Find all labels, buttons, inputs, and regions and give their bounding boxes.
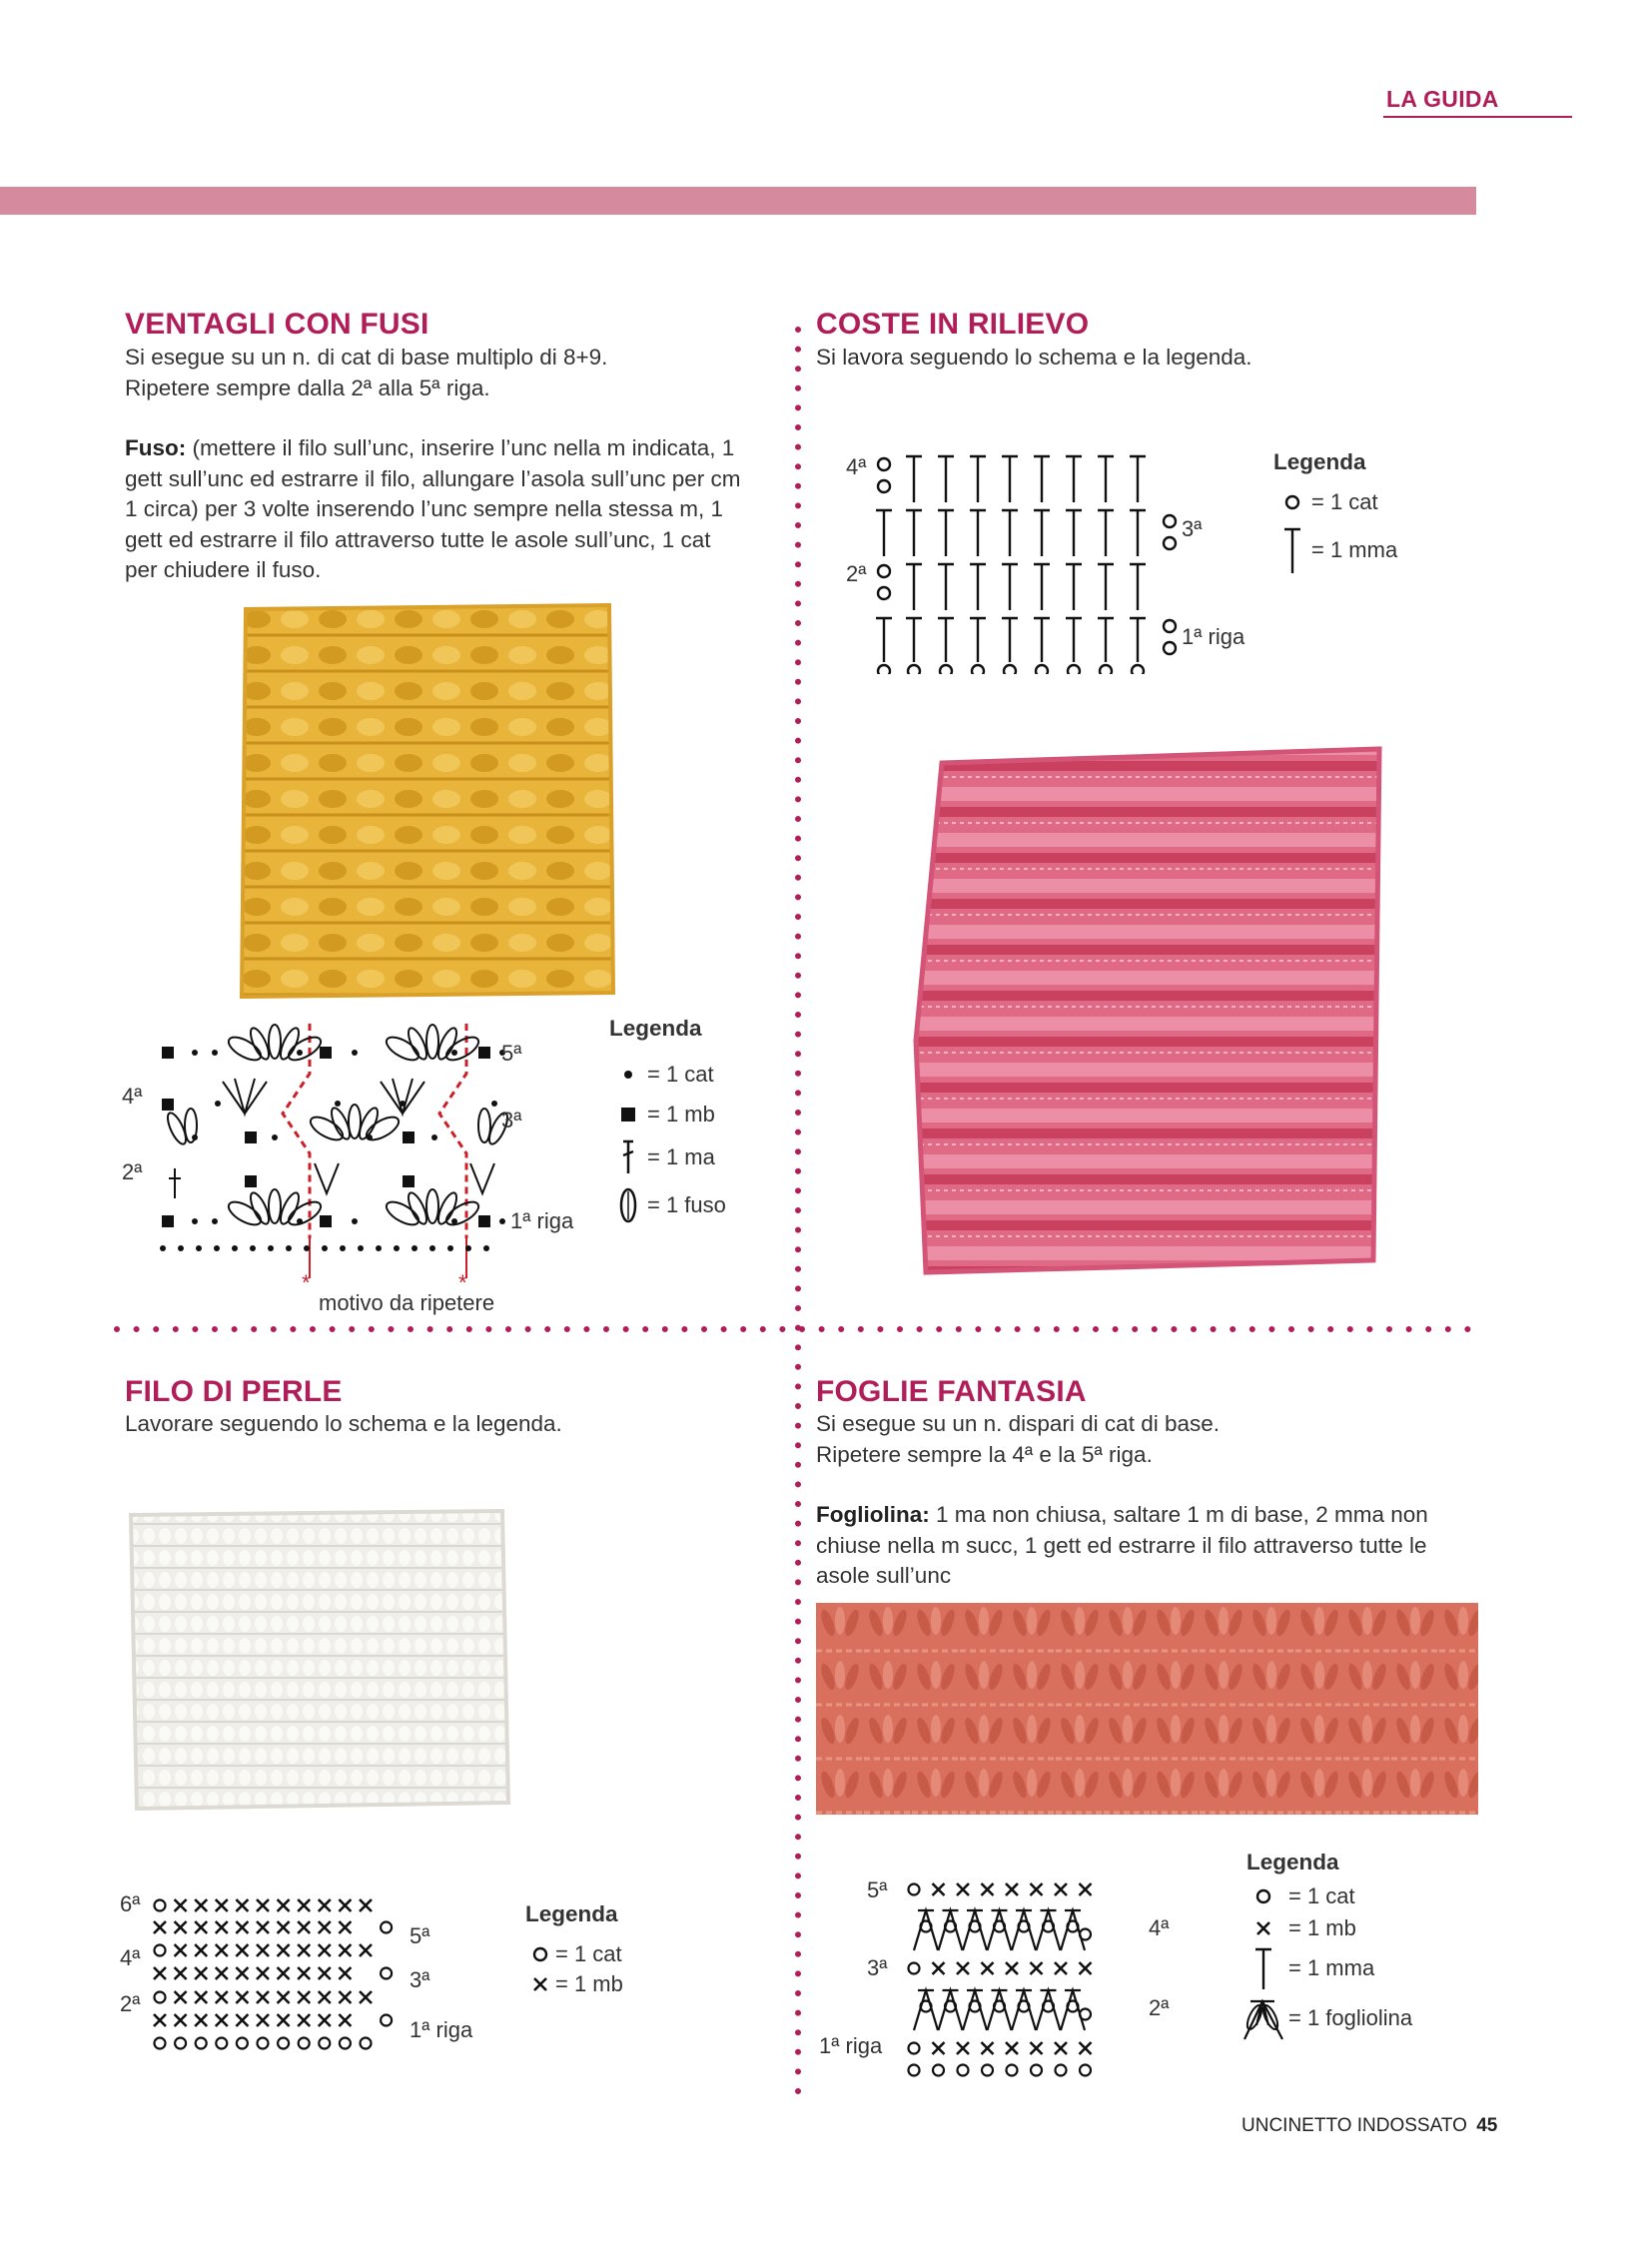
coste-chart bbox=[834, 444, 1253, 674]
ventagli-line2: Ripetere sempre dalla 2ª alla 5ª riga. bbox=[125, 374, 490, 400]
perle-title: FILO DI PERLE bbox=[125, 1375, 343, 1408]
coste-swatch-image bbox=[904, 741, 1403, 1280]
perle-row6-label: 6ª bbox=[120, 1891, 141, 1916]
square-icon bbox=[621, 1108, 635, 1121]
ventagli-repeat-note: motivo da ripetere bbox=[319, 1290, 495, 1315]
coste-legend-mma: = 1 mma bbox=[1273, 525, 1397, 575]
ventagli-fuso-line5: per chiudere il fuso. bbox=[125, 557, 322, 582]
half-double-crochet-icon bbox=[1283, 525, 1301, 575]
coste-legend bbox=[1273, 449, 1397, 575]
coste-row4-label: 4ª bbox=[846, 454, 867, 479]
chain-icon bbox=[531, 1945, 549, 1963]
page-number: 45 bbox=[1476, 2115, 1498, 2136]
ventagli-row1-label: 1ª riga bbox=[510, 1208, 574, 1233]
ventagli-fuso-line3: 1 circa) per 3 volte inserendo l’unc sempre nella stessa m, 1 bbox=[125, 496, 724, 521]
section-label: LA GUIDA bbox=[1386, 86, 1499, 112]
coste-row1-label: 1ª riga bbox=[1182, 624, 1245, 649]
ventagli-row4-label: 4ª bbox=[122, 1084, 143, 1109]
ventagli-row5-label: 5ª bbox=[501, 1041, 522, 1066]
foglie-description bbox=[816, 1409, 1475, 1592]
ventagli-row2-label: 2ª bbox=[122, 1159, 143, 1184]
foglie-line1: Si esegue su un n. dispari di cat di base. bbox=[816, 1411, 1221, 1436]
foglie-row4-label: 4ª bbox=[1149, 1915, 1170, 1940]
ventagli-fuso-line4: gett ed estrarre il filo attraverso tutte le asole sull’unc, 1 cat bbox=[125, 526, 711, 552]
perle-swatch-image bbox=[125, 1503, 514, 1823]
ventagli-legend bbox=[609, 1016, 726, 1223]
foglie-fogl-line1: Fogliolina: 1 ma non chiusa, saltare 1 m di base, 2 mma non bbox=[816, 1502, 1428, 1527]
svg-text:*: * bbox=[458, 1270, 467, 1293]
foglie-row1-label: 1ª riga bbox=[819, 2033, 883, 2058]
foglie-legend bbox=[1239, 1850, 1412, 2041]
ventagli-fuso-line2: gett sull’unc ed estrarre il filo, allungare l’asola sull’unc per cm bbox=[125, 465, 741, 491]
ventagli-legend-title: Legenda bbox=[609, 1016, 702, 1041]
double-crochet-icon bbox=[620, 1139, 636, 1175]
ventagli-line1: Si esegue su un n. di cat di base multiplo di 8+9. bbox=[125, 345, 608, 370]
ventagli-legend-mb: = 1 mb bbox=[609, 1102, 726, 1127]
fogliolina-label: Fogliolina: bbox=[816, 1502, 930, 1527]
coste-row2-label: 2ª bbox=[846, 561, 867, 586]
ventagli-row3-label: 3ª bbox=[501, 1108, 522, 1132]
chain-icon bbox=[1283, 493, 1301, 511]
coste-description: Si lavora seguendo lo schema e la legenda. bbox=[816, 345, 1252, 370]
foglie-legend-mma: = 1 mma bbox=[1239, 1945, 1412, 1991]
foglie-swatch-image bbox=[816, 1603, 1478, 1815]
svg-text:*: * bbox=[302, 1270, 311, 1293]
foglie-legend-mb: = 1 mb bbox=[1239, 1915, 1412, 1941]
foglie-row3-label: 3ª bbox=[867, 1955, 888, 1980]
foglie-legend-title: Legenda bbox=[1246, 1850, 1339, 1874]
coste-legend-cat: = 1 cat bbox=[1273, 489, 1397, 515]
foglie-legend-fogliolina: = 1 fogliolina bbox=[1239, 1995, 1412, 2041]
ventagli-swatch-image bbox=[238, 601, 617, 1001]
leaf-cluster-icon bbox=[1240, 1995, 1286, 2041]
ventagli-chart bbox=[115, 1004, 634, 1293]
spindle-icon bbox=[618, 1187, 638, 1223]
ventagli-legend-ma: = 1 ma bbox=[609, 1139, 726, 1175]
foglie-line2: Ripetere sempre la 4ª e la 5ª riga. bbox=[816, 1441, 1153, 1467]
coste-row3-label: 3ª bbox=[1182, 516, 1203, 541]
foglie-row2-label: 2ª bbox=[1149, 1995, 1170, 2020]
foglie-title: FOGLIE FANTASIA bbox=[816, 1375, 1087, 1408]
footer-magazine: UNCINETTO INDOSSATO bbox=[1241, 2115, 1467, 2136]
perle-legend bbox=[525, 1901, 623, 1997]
fuso-label: Fuso: bbox=[125, 435, 187, 460]
single-crochet-icon bbox=[531, 1975, 549, 1993]
ventagli-title: VENTAGLI CON FUSI bbox=[125, 308, 429, 341]
ventagli-fuso-line1: Fuso: (mettere il filo sull’unc, inserire l’unc nella m indicata, 1 bbox=[125, 435, 735, 460]
perle-row4-label: 4ª bbox=[120, 1945, 141, 1970]
footer bbox=[1241, 2115, 1497, 2137]
perle-legend-cat: = 1 cat bbox=[525, 1941, 623, 1967]
perle-legend-title: Legenda bbox=[525, 1901, 618, 1926]
perle-row5-label: 5ª bbox=[410, 1923, 430, 1948]
chain-icon bbox=[1254, 1887, 1272, 1905]
perle-row3-label: 3ª bbox=[410, 1967, 430, 1992]
perle-row2-label: 2ª bbox=[120, 1991, 141, 2016]
foglie-fogl-line3: asole sull’unc bbox=[816, 1563, 952, 1588]
perle-chart bbox=[115, 1887, 534, 2087]
foglie-row5-label: 5ª bbox=[867, 1877, 888, 1902]
half-double-crochet-icon bbox=[1254, 1945, 1272, 1991]
ventagli-legend-fuso: = 1 fuso bbox=[609, 1187, 726, 1223]
ventagli-description bbox=[125, 343, 784, 586]
coste-legend-title: Legenda bbox=[1273, 449, 1366, 474]
foglie-legend-cat: = 1 cat bbox=[1239, 1883, 1412, 1909]
perle-legend-mb: = 1 mb bbox=[525, 1971, 623, 1997]
foglie-chart bbox=[819, 1875, 1239, 2095]
single-crochet-icon bbox=[1254, 1919, 1272, 1937]
foglie-fogl-line2: chiuse nella m succ, 1 gett ed estrarre il filo attraverso tutte le bbox=[816, 1532, 1427, 1558]
coste-title: COSTE IN RILIEVO bbox=[816, 308, 1090, 341]
perle-description: Lavorare seguendo lo schema e la legenda. bbox=[125, 1411, 562, 1436]
dot-icon bbox=[623, 1070, 633, 1080]
perle-row1-label: 1ª riga bbox=[410, 2017, 473, 2042]
ventagli-legend-cat: = 1 cat bbox=[609, 1062, 726, 1088]
